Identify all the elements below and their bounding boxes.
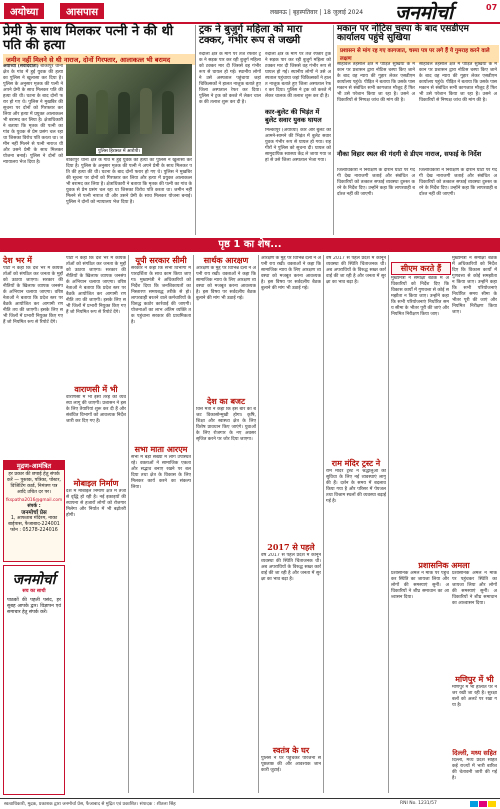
cont-body-swatantra: पुलिस ने घर पहुंचकर परिजनों से पूछताछ की और आवश्यक जानकारी जुटाई। xyxy=(261,756,321,773)
column-divider xyxy=(195,25,196,235)
cont-body-sip: मुख्यमंत्री ने समीक्षा बैठक में अधिकारियों को निर्देश दिए कि विकास कार्यों में गुणवत्ता से कोई समझौता न किया जाए। उन्होंने कहा कि सभी परियोजनाएं निर्धारित समय सीमा के भीतर पूरी की जाएं और नियमित निरीक्षण किया जाए। xyxy=(391,276,449,317)
lead-body-text: बीकापुर थाना क्षेत्र के गांव में हुई युवक की हत्या का पुलिस ने खुलासा कर दिया है। पुलिस के अनुसार मृतक की पत्नी ने अपने प्रेमी के साथ मिलकर पति की हत्या की थी। घटना के बाद दोनों फरार हो गए थे। पुलिस ने मुखबिर की सूचना पर दोनों को गिरफ्तार कर लिया और हत्या में प्रयुक्त आलाकत्ल भी बरामद कर लिया है। क्षेत्राधिकारी ने बताया कि मृतक की पत्नी का गांव के युवक से प्रेम प्रसंग चल रहा था जिसका विरोध पति करता था। जमीन नहीं मिलने से पत्नी नाराज थी और उसने प्रेमी के साथ मिलकर योजना बनाई। पुलिस ने दोनों को न्यायालय भेज दिया है। xyxy=(3,64,63,165)
cont-heading-varanasi: वाराणसी में भी xyxy=(74,384,118,394)
lead-byline: अयोध्या (संवाददाता) xyxy=(3,64,39,69)
cont-heading-desh-bajat: देश का बजट xyxy=(206,396,245,406)
truck-headline: ट्रक ने बुजुर्ग महिला को मारा टक्कर, गंभीर रूप से जख्मी xyxy=(199,24,303,46)
cont-heading-up: यूपी सरकार सीमी xyxy=(135,255,187,265)
paper-logo: जनमोर्चा xyxy=(395,2,453,24)
cont-body-mobile: देश में मोबाइल निर्माण क्षेत्र में तेजी से वृद्धि हो रही है। नई इकाइयों की स्थापना से हजारों लोगों को रोजगार मिलेगा और निर्यात में भी बढ़ोतरी होगी। xyxy=(66,489,126,518)
photo-figure xyxy=(162,91,174,134)
column-divider xyxy=(193,255,194,793)
ad-mudran-contact-label: संपर्क : xyxy=(27,504,41,509)
cont-heading-manipur: मणिपुर में भी xyxy=(455,674,494,684)
column-divider xyxy=(258,255,259,793)
cont-heading-desh: देश भर में xyxy=(3,255,32,265)
notice-body-2-cont: जिलाधिकारी ने निरीक्षण के दौरान घाटों पर गंदगी देख नाराजगी जताई और संबंधित अधिकारियों को तत्काल सफाई व्यवस्था दुरुस्त करने के निर्देश दिए। उन्होंने कहा कि लापरवाही बर्दाश्त नहीं की जाएगी। xyxy=(419,168,497,197)
section-tag-area: आसपास xyxy=(60,3,104,19)
column-divider xyxy=(388,255,389,793)
ad-mudran-body: हर प्रकार की छपाई हेतु संपर्क करें — पुस्तक, पत्रिका, पोस्टर, विजिटिंग कार्ड, निमंत्रण पत्र आदि उचित दर पर। xyxy=(7,472,61,495)
cont-heading-sabha: सभा माता आरएम xyxy=(134,444,188,454)
cont-body-varanasi: वाराणसी में भी इसी तरह की व्यवस्था लागू की जाएगी। प्रशासन ने इसके लिए तैयारियां शुरू कर दी हैं और संबंधित विभागों को आवश्यक निर्देश जारी कर दिए गए हैं। xyxy=(66,395,126,424)
cont-body-delhi: दिल्ली, मध्य प्रदेश सहित कई राज्यों में भारी बारिश की चेतावनी जारी की गई है। xyxy=(452,758,497,781)
cont-body-ram: राम मंदिर ट्रस्ट ने श्रद्धालुओं की सुविधा के लिए नई व्यवस्थाएं लागू की हैं। दर्शन के समय में बदलाव किया गया है और परिसर में पेयजल तथा विश्राम स्थलों की व्यवस्था बढ़ाई गई है। xyxy=(326,469,386,504)
cont-heading-2017: 2017 से पहले xyxy=(267,542,315,552)
cont-heading-delhi: दिल्ली, मध्य सहित xyxy=(452,749,497,757)
cont-body-up: सरकार ने कहा कि सभी विभागों में पारदर्शिता के साथ काम किया जाएगा। मुख्यमंत्री ने अधिकारियों को निर्देश दिया कि जनशिकायतों का निस्तारण समयबद्ध तरीके से हो। लापरवाही बरतने वाले कर्मचारियों के विरुद्ध कठोर कार्रवाई की जाएगी। योजनाओं का लाभ अंतिम व्यक्ति तक पहुंचाना सरकार की प्राथमिकता है। xyxy=(131,266,191,325)
ad-mudran-press: जनमोर्चा प्रेस xyxy=(21,510,47,516)
ad-mudran-phone: फोन : 05278-224016 xyxy=(10,528,58,533)
photo-figure xyxy=(118,92,130,134)
cont-heading-swatantra: स्वतंत्र के घर xyxy=(272,745,310,755)
ad-mudran-address: 1, आफताब मंदिरम, नाका बाईपास, फैजाबाद-224001 xyxy=(8,516,60,527)
cont-body-manipur: मणिपुर में भी हालात पर नजर रखी जा रही है। सुरक्षा बलों को अलर्ट पर रखा गया है। xyxy=(452,685,497,708)
lead-body xyxy=(3,64,63,234)
registration-mark xyxy=(479,801,487,807)
footer-imprint: स्वत्वाधिकारी, मुद्रक, प्रकाशक द्वारा जनमोर्चा प्रेस, फैजाबाद से मुद्रित एवं प्रकाशित। संपादक : शीतला सिंह xyxy=(4,802,176,807)
lead-photo-caption: पुलिस हिरासत में आरोपी। xyxy=(98,149,140,154)
lead-photo xyxy=(66,64,192,156)
lead-body-cont: बीकापुर थाना क्षेत्र के गांव में हुई युवक की हत्या का पुलिस ने खुलासा कर दिया है। पुलिस के अनुसार मृतक की पत्नी ने अपने प्रेमी के साथ मिलकर पति की हत्या की थी। घटना के बाद दोनों फरार हो गए थे। पुलिस ने मुखबिर की सूचना पर दोनों को गिरफ्तार कर लिया और हत्या में प्रयुक्त आलाकत्ल भी बरामद कर लिया है। क्षेत्राधिकारी ने बताया कि मृतक की पत्नी का गांव के युवक से प्रेम प्रसंग चल रहा था जिसका विरोध पति करता था। जमीन नहीं मिलने से पत्नी नाराज थी और उसने प्रेमी के साथ मिलकर योजना बनाई। पुलिस ने दोनों को न्यायालय भेज दिया है। xyxy=(66,158,192,205)
cont-body-prashasan-2: प्रशासनिक अमले ने मौके पर पहुंचकर स्थिति का जायजा लिया और लोगों की समस्याएं सुनीं। अधिकारियों ने शीघ्र समाधान का आश्वासन दिया। xyxy=(452,571,497,606)
cont-body-2017: वर्ष 2017 से पहले प्रदेश में कानून व्यवस्था की स्थिति चिंताजनक थी। अब अपराधियों के विरुद्ध सख्त कार्रवाई की जा रही है और जनता में सुरक्षा का भाव बढ़ा है। xyxy=(261,553,321,582)
ad-brand-body: पाठकों की पहली पसंद, हर सुबह आपके द्वार। विज्ञापन एवं समाचार हेतु संपर्क करें। xyxy=(7,598,61,615)
notice-body-2: जिलाधिकारी ने निरीक्षण के दौरान घाटों पर गंदगी देख नाराजगी जताई और संबंधित अधिकारियों को तत्काल सफाई व्यवस्था दुरुस्त करने के निर्देश दिए। उन्होंने कहा कि लापरवाही बर्दाश्त नहीं की जाएगी। xyxy=(337,168,415,197)
cont-body-prashasan: प्रशासनिक अमले ने मौके पर पहुंचकर स्थिति का जायजा लिया और लोगों की समस्याएं सुनीं। अधिकारियों ने शीघ्र समाधान का आश्वासन दिया। xyxy=(391,571,449,600)
cont-heading-mobile: मोबाइल निर्माण xyxy=(73,478,119,488)
column-divider xyxy=(128,255,129,793)
ad-brand xyxy=(3,565,65,795)
notice-body: सोहावल तहसील क्षेत्र में पीड़ित सुखिया के मकान पर प्रशासन द्वारा नोटिस चस्पा किए जाने के बाद वह न्याय की गुहार लेकर एसडीएम कार्यालय पहुंचे। पीड़ित ने बताया कि उसके पास मकान से संबंधित सभी कागजात मौजूद हैं फिर भी उसे परेशान किया जा रहा है। उसने अधिकारियों से निष्पक्ष जांच की मांग की है। xyxy=(337,62,415,103)
truck-body: रुदौली क्षेत्र के मार्ग पर तेज रफ्तार ट्रक ने सड़क पार कर रही बुजुर्ग महिला को टक्कर मार दी जिससे वह गंभीर रूप से घायल हो गई। स्थानीय लोगों ने उसे अस्पताल पहुंचाया जहां चिकित्सकों ने हालत नाजुक बताते हुए जिला अस्पताल रेफर कर दिया। पुलिस ने ट्रक को कब्जे में लेकर चालक की तलाश शुरू कर दी है। xyxy=(199,52,261,105)
section-tag-city: अयोध्या xyxy=(4,3,44,19)
truck-body-cont: रुदौली क्षेत्र के मार्ग पर तेज रफ्तार ट्रक ने सड़क पार कर रही बुजुर्ग महिला को टक्कर मार दी जिससे वह गंभीर रूप से घायल हो गई। स्थानीय लोगों ने उसे अस्पताल पहुंचाया जहां चिकित्सकों ने हालत नाजुक बताते हुए जिला अस्पताल रेफर कर दिया। पुलिस ने ट्रक को कब्जे में लेकर चालक की तलाश शुरू कर दी है। xyxy=(265,52,331,99)
cont-heading-prashasan: प्रशासनिक अमला xyxy=(418,560,470,570)
cont-body-saar-2: आरक्षण के मुद्दे पर विभिन्न दलों ने अपनी राय रखी। वक्ताओं ने कहा कि सामाजिक न्याय के लिए आरक्षण व्यवस्था को मजबूत करना आवश्यक है। इस विषय पर सर्वदलीय बैठक बुलाने की मांग भी उठाई गई। xyxy=(261,256,321,291)
truck-body-2: मिल्कीपुर (अयोध्या) कार और बुलेट की आमने-सामने की भिड़ंत में बुलेट सवार युवक गंभीर रूप से घायल हो गया। राहगीरों ने पुलिस को सूचना दी। घायल को सामुदायिक स्वास्थ्य केंद्र ले जाया गया जहां से उसे जिला अस्पताल भेजा गया। xyxy=(265,128,331,163)
ad-brand-tagline: सच का साथी xyxy=(22,589,46,594)
notice-subhead-2: नौका विहार स्थल की गंदगी से डीएम नाराज, सफाई के निर्देश xyxy=(337,150,482,158)
truck-subhead-2: कार-बुलेट की भिड़ंत में बुलेट सवार युवक घायल xyxy=(265,108,322,124)
lead-subhead: जमीन नहीं मिलने से थी नाराज, दोनों गिरफ्तार, आलाकत्ल भी बरामद xyxy=(3,54,195,65)
ad-mudran xyxy=(3,460,65,562)
registration-mark xyxy=(470,801,478,807)
cont-body-2017-2: वर्ष 2017 से पहले प्रदेश में कानून व्यवस्था की स्थिति चिंताजनक थी। अब अपराधियों के विरुद्ध सख्त कार्रवाई की जा रही है और जनता में सुरक्षा का भाव बढ़ा है। xyxy=(326,256,386,285)
masthead xyxy=(0,0,500,24)
cont-body-desh-2: पार्टी ने कहा कि देश भर में कार्यकर्ताओं को संगठित कर जनता के मुद्दों को उठाया जाएगा। सरकार की नीतियों के खिलाफ व्यापक जनसंपर्क अभियान चलाया जाएगा। वरिष्ठ नेताओं ने बताया कि प्रदेश स्तर पर बैठकें आयोजित कर आगामी रणनीति तय की जाएगी। इसके लिए सभी जिलों में प्रभारी नियुक्त किए गए हैं जो नियमित रूप से रिपोर्ट देंगे। xyxy=(66,256,126,315)
cont-heading-sip: सीएम करते हैं xyxy=(391,262,451,275)
ad-mudran-email[interactable]: fkspatha2016@gmail.com xyxy=(5,498,63,503)
cont-body-desh-bajat: वित्त मंत्री ने कहा कि इस बार का बजट विकासोन्मुखी होगा। कृषि, शिक्षा और स्वास्थ्य क्षेत्र के लिए विशेष प्रावधान किए जाएंगे। युवाओं के लिए रोजगार के नए अवसर सृजित करने पर जोर दिया जाएगा। xyxy=(196,407,256,442)
ad-mudran-title: मुद्रण-आमंत्रित xyxy=(4,461,64,470)
notice-headline: मकान पर नोटिस चस्पा के बाद एसडीएम कार्यालय पहुंचे सुखिया xyxy=(337,24,469,44)
photo-figure xyxy=(140,88,152,134)
photo-figure xyxy=(76,94,88,134)
photo-figure xyxy=(96,90,108,134)
lead-headline: प्रेमी के साथ मिलकर पत्नी ने की थी पति की हत्या xyxy=(3,24,174,53)
ad-brand-name: जनमोर्चा xyxy=(12,572,56,588)
cont-heading-ram: राम मंदिर ट्रस्ट ने xyxy=(331,458,381,468)
cont-body-sip-2: मुख्यमंत्री ने समीक्षा बैठक में अधिकारियों को निर्देश दिए कि विकास कार्यों में गुणवत्ता से कोई समझौता न किया जाए। उन्होंने कहा कि सभी परियोजनाएं निर्धारित समय सीमा के भीतर पूरी की जाएं और नियमित निरीक्षण किया जाए। xyxy=(452,256,497,315)
registration-mark xyxy=(488,801,496,807)
page-number: 07 xyxy=(486,3,498,12)
column-divider xyxy=(323,255,324,793)
column-divider xyxy=(333,25,334,235)
continued-banner: पृष्ठ 1 का शेष... xyxy=(0,238,500,252)
notice-subhead: प्रशासन से मांग रह गए कागजात, चस्पा पत्र पर लगे हैं ये गुमराह करने वाले लक्षण xyxy=(337,45,499,63)
dateline: लखनऊ | बृहस्पतिवार | 18 जुलाई 2024 xyxy=(270,9,364,16)
cont-body-sabha: सभा में बड़ी संख्या में लोग उपस्थित रहे। वक्ताओं ने सामाजिक एकता और सद्भाव बनाए रखने पर बल दिया तथा क्षेत्र के विकास के लिए मिलकर कार्य करने का संकल्प लिया। xyxy=(131,455,191,490)
footer xyxy=(0,798,500,809)
cont-body-saar: आरक्षण के मुद्दे पर विभिन्न दलों ने अपनी राय रखी। वक्ताओं ने कहा कि सामाजिक न्याय के लिए आरक्षण व्यवस्था को मजबूत करना आवश्यक है। इस विषय पर सर्वदलीय बैठक बुलाने की मांग भी उठाई गई। xyxy=(196,266,256,301)
footer-reg: RNI No. 1231/57 xyxy=(400,801,437,806)
cont-body-desh: पार्टी ने कहा कि देश भर में कार्यकर्ताओं को संगठित कर जनता के मुद्दों को उठाया जाएगा। सरकार की नीतियों के खिलाफ व्यापक जनसंपर्क अभियान चलाया जाएगा। वरिष्ठ नेताओं ने बताया कि प्रदेश स्तर पर बैठकें आयोजित कर आगामी रणनीति तय की जाएगी। इसके लिए सभी जिलों में प्रभारी नियुक्त किए गए हैं जो नियमित रूप से रिपोर्ट देंगे। xyxy=(3,266,63,325)
notice-body-cont: सोहावल तहसील क्षेत्र में पीड़ित सुखिया के मकान पर प्रशासन द्वारा नोटिस चस्पा किए जाने के बाद वह न्याय की गुहार लेकर एसडीएम कार्यालय पहुंचे। पीड़ित ने बताया कि उसके पास मकान से संबंधित सभी कागजात मौजूद हैं फिर भी उसे परेशान किया जा रहा है। उसने अधिकारियों से निष्पक्ष जांच की मांग की है। xyxy=(419,62,497,103)
cont-heading-saar: सार्थक आरक्षण xyxy=(203,255,249,265)
